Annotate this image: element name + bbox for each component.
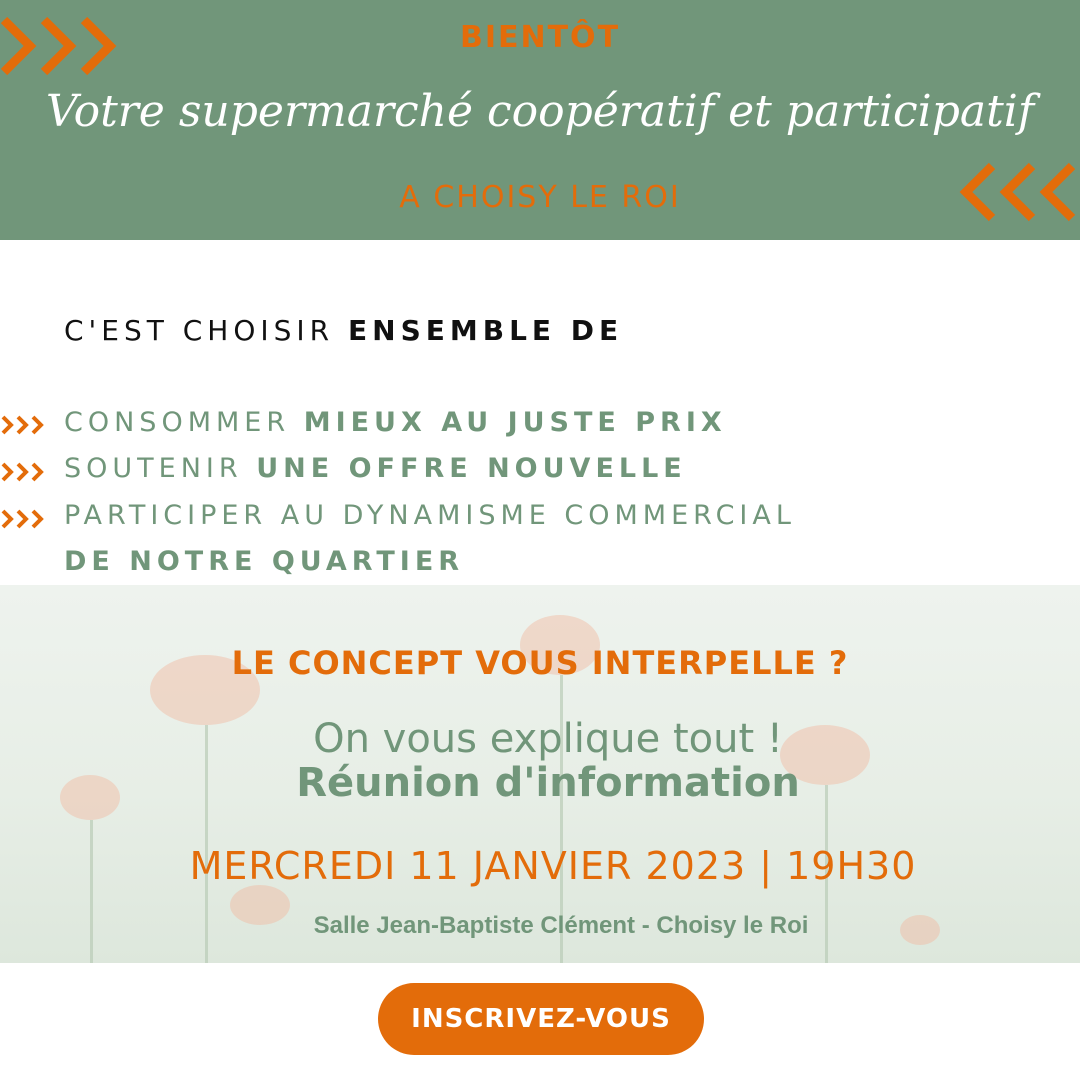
benefit-bold: UNE OFFRE NOUVELLE xyxy=(256,453,687,484)
benefit-bold: DE NOTRE QUARTIER xyxy=(64,546,465,577)
meeting-title: Réunion d'information xyxy=(296,760,800,806)
city-label: A CHOISY LE ROI xyxy=(399,180,681,215)
benefit-plain: CONSOMMER xyxy=(64,407,291,438)
flower-stem xyxy=(90,820,93,963)
benefit-bold: MIEUX AU JUSTE PRIX xyxy=(303,407,727,438)
benefit-plain: PARTICIPER AU DYNAMISME COMMERCIAL xyxy=(64,500,796,531)
explain-text: On vous explique tout ! xyxy=(313,716,783,762)
register-button[interactable]: INSCRIVEZ-VOUS xyxy=(378,983,704,1055)
small-triple-chevron-icon xyxy=(0,461,48,483)
concept-question: LE CONCEPT VOUS INTERPELLE ? xyxy=(231,644,849,682)
intro-plain: C'EST CHOISIR xyxy=(64,314,335,347)
tagline: Votre supermarché coopératif et participatif xyxy=(45,86,1035,137)
benefit-plain: SOUTENIR xyxy=(64,453,243,484)
benefit-item xyxy=(64,493,796,539)
kicker-bientot: BIENTÔT xyxy=(459,20,621,55)
benefit-item xyxy=(64,400,727,446)
small-triple-chevron-icon xyxy=(0,414,48,436)
event-date: MERCREDI 11 JANVIER 2023 | 19H30 xyxy=(189,844,917,888)
benefit-item-continuation xyxy=(64,539,464,585)
small-triple-chevron-icon xyxy=(0,508,48,530)
intro-heading xyxy=(64,314,623,347)
intro-bold: ENSEMBLE DE xyxy=(348,314,624,347)
event-venue: Salle Jean-Baptiste Clément - Choisy le Roi xyxy=(313,912,809,939)
benefit-item xyxy=(64,446,687,492)
